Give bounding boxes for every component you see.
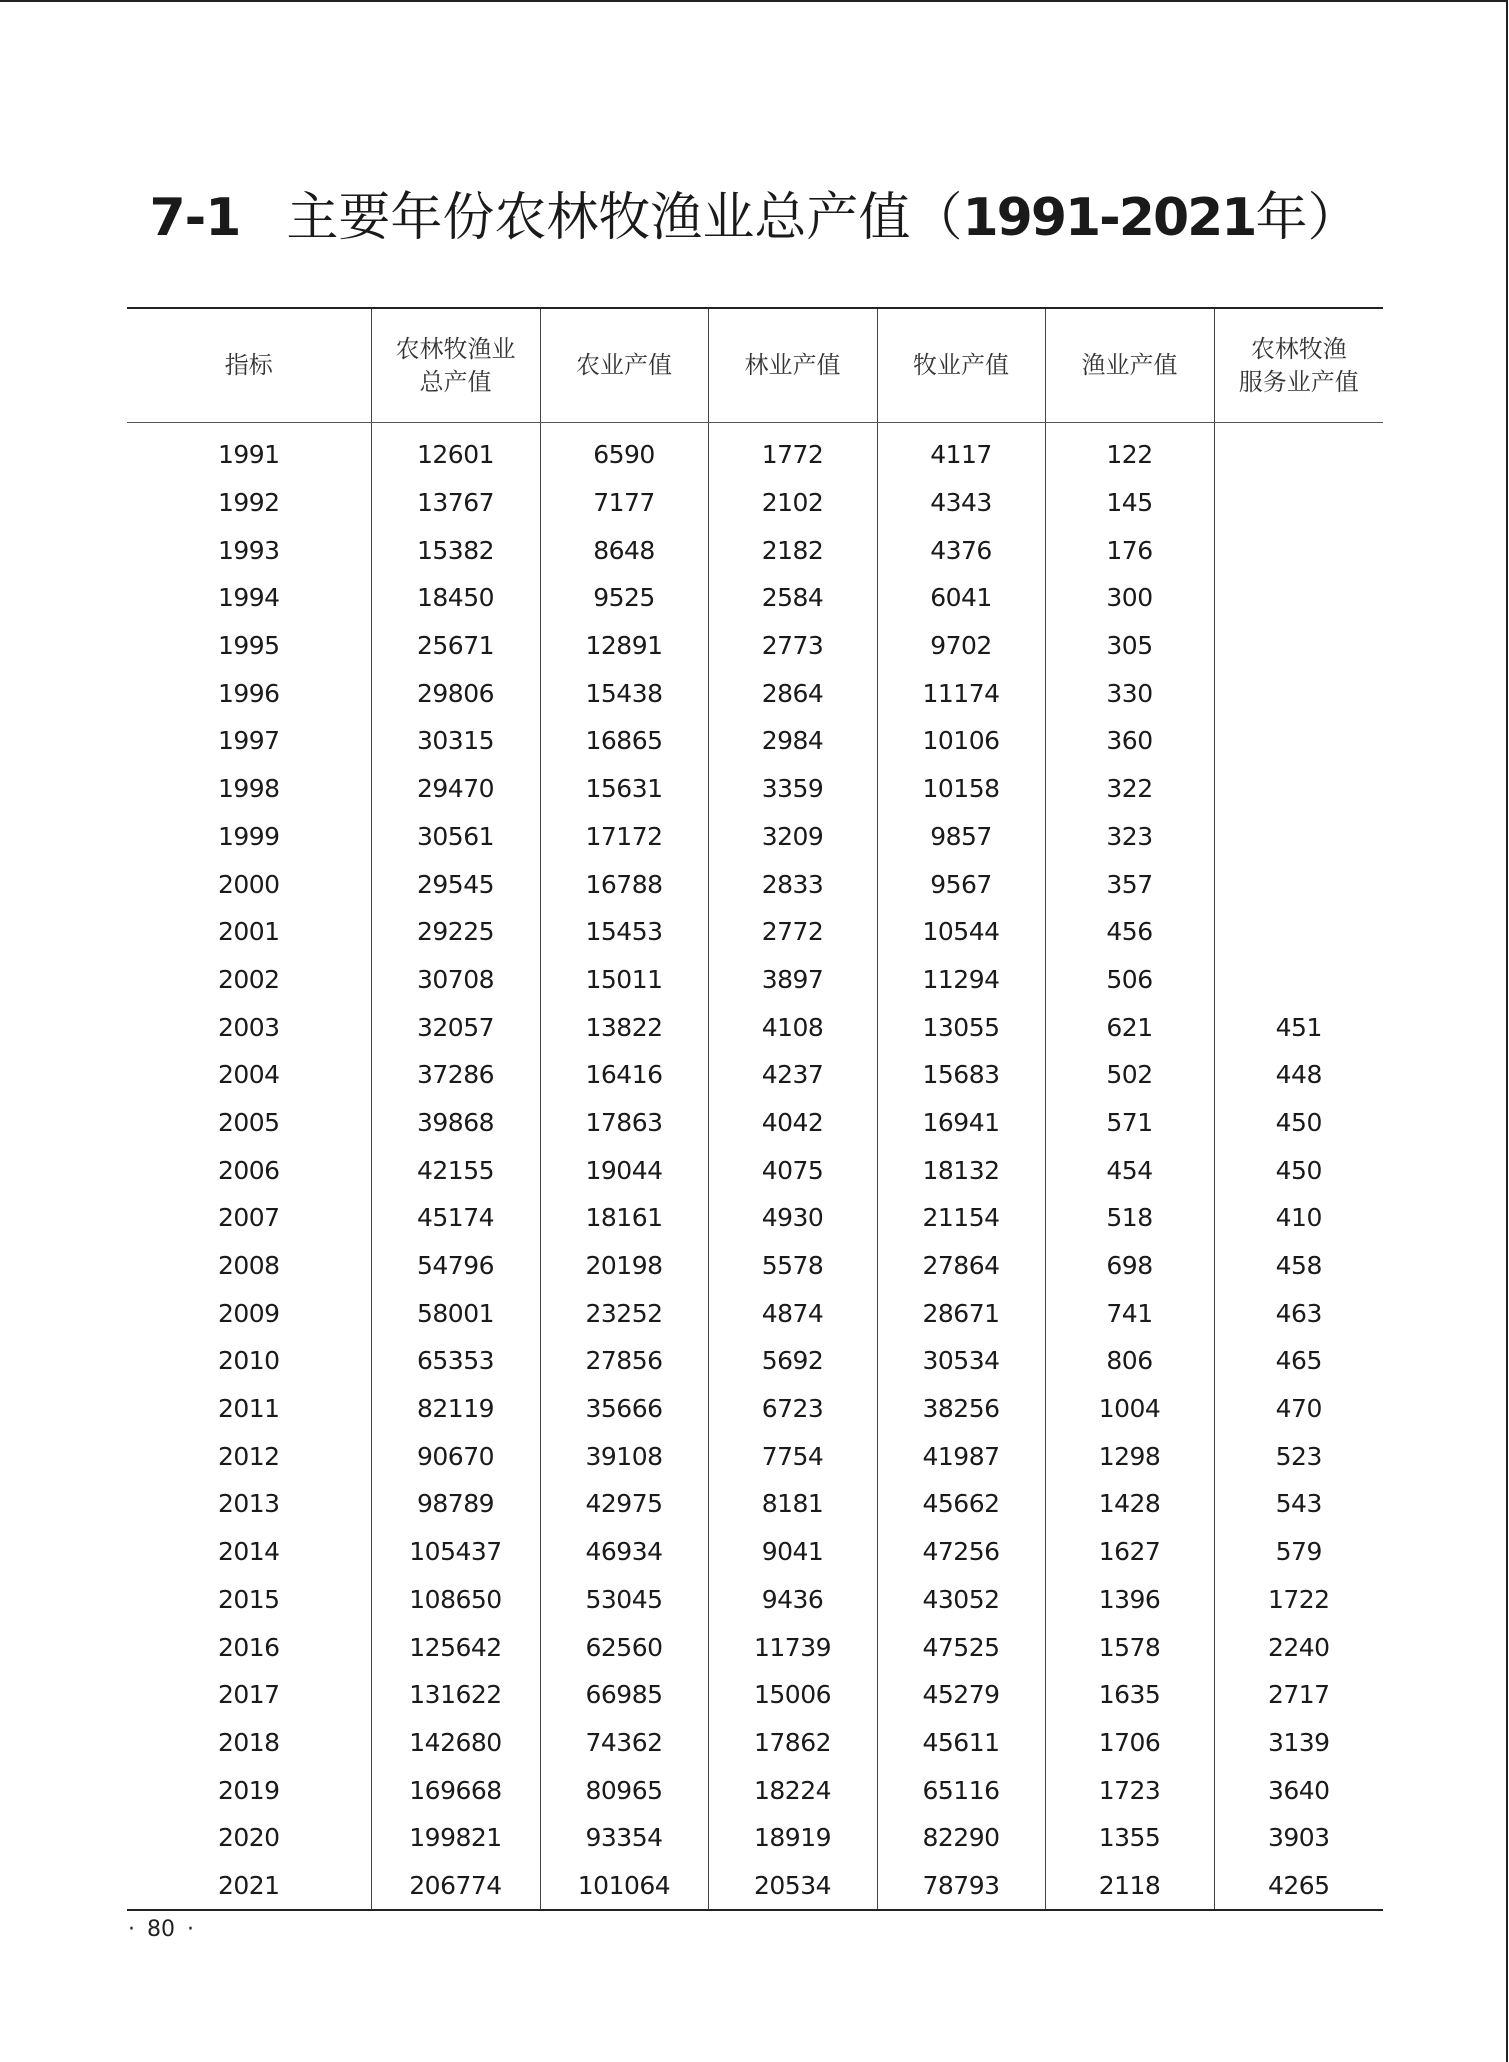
value-cell: 45174 xyxy=(371,1194,540,1242)
value-cell: 30534 xyxy=(877,1337,1045,1385)
table-row xyxy=(127,1480,1383,1528)
year-cell: 2001 xyxy=(217,917,280,947)
year-cell: 1996 xyxy=(217,678,280,708)
value-cell: 2118 xyxy=(1045,1862,1214,1911)
value-cell: 7754 xyxy=(708,1432,877,1480)
value-cell: 47525 xyxy=(877,1623,1045,1671)
value-cell: 2717 xyxy=(1214,1671,1383,1719)
value-cell: 506 xyxy=(1045,956,1214,1004)
value-cell: 806 xyxy=(1045,1337,1214,1385)
value-cell: 1722 xyxy=(1214,1576,1383,1624)
value-cell: 470 xyxy=(1214,1385,1383,1433)
page-title xyxy=(0,175,1509,250)
table-header xyxy=(127,308,1383,423)
value-cell: 451 xyxy=(1214,1003,1383,1051)
value-cell: 20534 xyxy=(708,1862,877,1911)
value-cell: 4117 xyxy=(877,423,1045,479)
table-row xyxy=(127,479,1383,527)
value-cell: 30561 xyxy=(371,813,540,861)
value-cell: 39108 xyxy=(540,1432,708,1480)
value-cell: 28671 xyxy=(877,1289,1045,1337)
value-cell: 25671 xyxy=(371,622,540,670)
value-cell: 330 xyxy=(1045,669,1214,717)
value-cell: 4930 xyxy=(708,1194,877,1242)
year-cell: 2011 xyxy=(217,1394,280,1424)
table-row xyxy=(127,1099,1383,1147)
year-cell: 1998 xyxy=(217,774,280,804)
value-cell: 3359 xyxy=(708,765,877,813)
value-cell: 66985 xyxy=(540,1671,708,1719)
table-row xyxy=(127,1194,1383,1242)
value-cell: 35666 xyxy=(540,1385,708,1433)
value-cell: 17862 xyxy=(708,1719,877,1767)
year-cell: 1999 xyxy=(217,821,280,851)
year-cell: 2006 xyxy=(217,1155,280,1185)
value-cell: 18132 xyxy=(877,1146,1045,1194)
year-cell: 2017 xyxy=(217,1680,280,1710)
value-cell: 169668 xyxy=(371,1766,540,1814)
value-cell: 17172 xyxy=(540,813,708,861)
value-cell: 15011 xyxy=(540,956,708,1004)
column-header: 农林牧渔业 总产值 xyxy=(371,308,540,423)
value-cell: 27856 xyxy=(540,1337,708,1385)
table-row xyxy=(127,1766,1383,1814)
value-cell: 29806 xyxy=(371,669,540,717)
value-cell: 2833 xyxy=(708,860,877,908)
value-cell: 39868 xyxy=(371,1099,540,1147)
value-cell: 30315 xyxy=(371,717,540,765)
value-cell: 454 xyxy=(1045,1146,1214,1194)
value-cell: 30708 xyxy=(371,956,540,1004)
value-cell: 98789 xyxy=(371,1480,540,1528)
value-cell: 8648 xyxy=(540,526,708,574)
value-cell: 463 xyxy=(1214,1289,1383,1337)
table-row xyxy=(127,1385,1383,1433)
value-cell: 93354 xyxy=(540,1814,708,1862)
value-cell: 122 xyxy=(1045,423,1214,479)
value-cell: 27864 xyxy=(877,1242,1045,1290)
value-cell: 43052 xyxy=(877,1576,1045,1624)
year-cell: 1995 xyxy=(217,631,280,661)
value-cell: 518 xyxy=(1045,1194,1214,1242)
value-cell: 2864 xyxy=(708,669,877,717)
value-cell: 82290 xyxy=(877,1814,1045,1862)
value-cell: 108650 xyxy=(371,1576,540,1624)
year-cell: 2003 xyxy=(217,1012,280,1042)
value-cell: 18224 xyxy=(708,1766,877,1814)
value-cell: 450 xyxy=(1214,1146,1383,1194)
value-cell: 323 xyxy=(1045,813,1214,861)
value-cell: 16941 xyxy=(877,1099,1045,1147)
value-cell: 19044 xyxy=(540,1146,708,1194)
table-row xyxy=(127,860,1383,908)
value-cell: 206774 xyxy=(371,1862,540,1911)
value-cell: 10544 xyxy=(877,908,1045,956)
value-cell: 16865 xyxy=(540,717,708,765)
column-header: 农林牧渔 服务业产值 xyxy=(1214,308,1383,423)
value-cell: 2984 xyxy=(708,717,877,765)
value-cell: 7177 xyxy=(540,479,708,527)
value-cell: 5578 xyxy=(708,1242,877,1290)
table-row xyxy=(127,1528,1383,1576)
value-cell: 3209 xyxy=(708,813,877,861)
value-cell: 38256 xyxy=(877,1385,1045,1433)
value-cell: 1355 xyxy=(1045,1814,1214,1862)
value-cell: 29470 xyxy=(371,765,540,813)
year-cell: 2020 xyxy=(217,1823,280,1853)
value-cell: 125642 xyxy=(371,1623,540,1671)
value-cell: 322 xyxy=(1045,765,1214,813)
value-cell: 4874 xyxy=(708,1289,877,1337)
value-cell: 58001 xyxy=(371,1289,540,1337)
year-cell: 1997 xyxy=(217,726,280,756)
year-cell: 2007 xyxy=(217,1203,280,1233)
value-cell: 1635 xyxy=(1045,1671,1214,1719)
value-cell: 2772 xyxy=(708,908,877,956)
value-cell: 62560 xyxy=(540,1623,708,1671)
value-cell xyxy=(1214,574,1383,622)
title-year-suffix: 年） xyxy=(1255,188,1360,248)
value-cell: 45662 xyxy=(877,1480,1045,1528)
value-cell: 621 xyxy=(1045,1003,1214,1051)
value-cell: 4376 xyxy=(877,526,1045,574)
value-cell: 410 xyxy=(1214,1194,1383,1242)
value-cell: 78793 xyxy=(877,1862,1045,1911)
value-cell: 448 xyxy=(1214,1051,1383,1099)
value-cell: 458 xyxy=(1214,1242,1383,1290)
value-cell: 41987 xyxy=(877,1432,1045,1480)
value-cell: 3897 xyxy=(708,956,877,1004)
value-cell: 2584 xyxy=(708,574,877,622)
value-cell: 145 xyxy=(1045,479,1214,527)
value-cell: 6590 xyxy=(540,423,708,479)
value-cell: 456 xyxy=(1045,908,1214,956)
value-cell: 9702 xyxy=(877,622,1045,670)
value-cell: 82119 xyxy=(371,1385,540,1433)
table-row xyxy=(127,813,1383,861)
value-cell: 2182 xyxy=(708,526,877,574)
value-cell: 6723 xyxy=(708,1385,877,1433)
value-cell: 8181 xyxy=(708,1480,877,1528)
year-cell: 2016 xyxy=(217,1632,280,1662)
value-cell: 450 xyxy=(1214,1099,1383,1147)
value-cell: 1004 xyxy=(1045,1385,1214,1433)
year-cell: 1992 xyxy=(217,488,280,518)
year-cell: 1994 xyxy=(217,583,280,613)
value-cell: 2240 xyxy=(1214,1623,1383,1671)
value-cell: 1772 xyxy=(708,423,877,479)
value-cell: 1723 xyxy=(1045,1766,1214,1814)
value-cell: 176 xyxy=(1045,526,1214,574)
value-cell xyxy=(1214,908,1383,956)
column-header: 指标 xyxy=(127,308,371,423)
table-row xyxy=(127,423,1383,479)
value-cell: 53045 xyxy=(540,1576,708,1624)
value-cell: 16416 xyxy=(540,1051,708,1099)
table-row xyxy=(127,717,1383,765)
year-cell: 2000 xyxy=(217,869,280,899)
value-cell: 5692 xyxy=(708,1337,877,1385)
value-cell: 9567 xyxy=(877,860,1045,908)
value-cell: 3640 xyxy=(1214,1766,1383,1814)
value-cell: 29225 xyxy=(371,908,540,956)
title-years: 1991-2021 xyxy=(962,188,1256,248)
value-cell: 37286 xyxy=(371,1051,540,1099)
value-cell: 9436 xyxy=(708,1576,877,1624)
value-cell: 13055 xyxy=(877,1003,1045,1051)
year-cell: 2015 xyxy=(217,1584,280,1614)
value-cell: 101064 xyxy=(540,1862,708,1911)
value-cell: 15438 xyxy=(540,669,708,717)
year-cell: 2014 xyxy=(217,1537,280,1567)
value-cell xyxy=(1214,669,1383,717)
value-cell: 360 xyxy=(1045,717,1214,765)
value-cell: 42975 xyxy=(540,1480,708,1528)
value-cell xyxy=(1214,956,1383,1004)
value-cell: 11294 xyxy=(877,956,1045,1004)
value-cell: 20198 xyxy=(540,1242,708,1290)
year-cell: 2009 xyxy=(217,1298,280,1328)
table-row xyxy=(127,1242,1383,1290)
value-cell: 80965 xyxy=(540,1766,708,1814)
value-cell: 11174 xyxy=(877,669,1045,717)
page-number xyxy=(128,1917,206,1942)
value-cell: 15006 xyxy=(708,1671,877,1719)
table-row xyxy=(127,1814,1383,1862)
value-cell: 11739 xyxy=(708,1623,877,1671)
value-cell: 502 xyxy=(1045,1051,1214,1099)
year-cell: 2004 xyxy=(217,1060,280,1090)
table-row xyxy=(127,1576,1383,1624)
value-cell: 3139 xyxy=(1214,1719,1383,1767)
value-cell: 15453 xyxy=(540,908,708,956)
value-cell xyxy=(1214,622,1383,670)
value-cell: 465 xyxy=(1214,1337,1383,1385)
value-cell: 698 xyxy=(1045,1242,1214,1290)
value-cell: 131622 xyxy=(371,1671,540,1719)
table-number: 7-1 xyxy=(149,188,241,248)
value-cell: 65353 xyxy=(371,1337,540,1385)
table-row xyxy=(127,1051,1383,1099)
value-cell: 21154 xyxy=(877,1194,1045,1242)
year-cell: 2021 xyxy=(127,1862,371,1911)
value-cell: 199821 xyxy=(371,1814,540,1862)
value-cell xyxy=(1214,813,1383,861)
value-cell: 305 xyxy=(1045,622,1214,670)
value-cell: 1428 xyxy=(1045,1480,1214,1528)
table-row xyxy=(127,1719,1383,1767)
table-row xyxy=(127,1289,1383,1337)
table-row xyxy=(127,526,1383,574)
table-row xyxy=(127,1623,1383,1671)
output-value-table xyxy=(127,307,1383,1911)
page-number-dot-right: · xyxy=(187,1917,194,1942)
value-cell: 357 xyxy=(1045,860,1214,908)
column-header: 渔业产值 xyxy=(1045,308,1214,423)
value-cell: 4265 xyxy=(1214,1862,1383,1911)
value-cell: 4075 xyxy=(708,1146,877,1194)
table-row xyxy=(127,956,1383,1004)
value-cell: 1627 xyxy=(1045,1528,1214,1576)
value-cell: 1706 xyxy=(1045,1719,1214,1767)
title-open-paren: （ xyxy=(910,188,963,248)
value-cell: 12601 xyxy=(371,423,540,479)
value-cell xyxy=(1214,479,1383,527)
value-cell xyxy=(1214,717,1383,765)
value-cell: 142680 xyxy=(371,1719,540,1767)
table-row xyxy=(127,1432,1383,1480)
value-cell: 45279 xyxy=(877,1671,1045,1719)
value-cell: 13822 xyxy=(540,1003,708,1051)
value-cell: 9857 xyxy=(877,813,1045,861)
value-cell: 13767 xyxy=(371,479,540,527)
year-cell: 2010 xyxy=(217,1346,280,1376)
title-text: 主要年份农林牧渔业总产值 xyxy=(286,188,911,248)
header-row xyxy=(127,308,1383,423)
year-cell: 2008 xyxy=(217,1251,280,1281)
table-body xyxy=(127,423,1383,1911)
value-cell: 17863 xyxy=(540,1099,708,1147)
table-row xyxy=(127,622,1383,670)
value-cell: 10158 xyxy=(877,765,1045,813)
year-cell: 2019 xyxy=(217,1775,280,1805)
value-cell: 4343 xyxy=(877,479,1045,527)
value-cell xyxy=(1214,526,1383,574)
column-header: 农业产值 xyxy=(540,308,708,423)
table-row xyxy=(127,1862,1383,1911)
value-cell: 10106 xyxy=(877,717,1045,765)
value-cell: 4237 xyxy=(708,1051,877,1099)
value-cell xyxy=(1214,765,1383,813)
year-cell: 1993 xyxy=(217,535,280,565)
table-row xyxy=(127,1146,1383,1194)
value-cell: 4042 xyxy=(708,1099,877,1147)
page-number-value: 80 xyxy=(147,1917,175,1942)
year-cell: 2002 xyxy=(217,964,280,994)
value-cell: 23252 xyxy=(540,1289,708,1337)
year-cell: 2018 xyxy=(217,1727,280,1757)
column-header: 牧业产值 xyxy=(877,308,1045,423)
value-cell: 74362 xyxy=(540,1719,708,1767)
value-cell: 1578 xyxy=(1045,1623,1214,1671)
value-cell xyxy=(1214,423,1383,479)
value-cell: 571 xyxy=(1045,1099,1214,1147)
value-cell: 9041 xyxy=(708,1528,877,1576)
value-cell: 65116 xyxy=(877,1766,1045,1814)
value-cell: 1298 xyxy=(1045,1432,1214,1480)
value-cell: 9525 xyxy=(540,574,708,622)
value-cell: 1396 xyxy=(1045,1576,1214,1624)
value-cell: 3903 xyxy=(1214,1814,1383,1862)
value-cell: 32057 xyxy=(371,1003,540,1051)
value-cell: 18161 xyxy=(540,1194,708,1242)
year-cell: 2012 xyxy=(217,1441,280,1471)
year-cell: 1991 xyxy=(217,440,280,470)
value-cell: 29545 xyxy=(371,860,540,908)
value-cell: 105437 xyxy=(371,1528,540,1576)
value-cell xyxy=(1214,860,1383,908)
year-cell: 2013 xyxy=(217,1489,280,1519)
table-row xyxy=(127,1337,1383,1385)
value-cell: 47256 xyxy=(877,1528,1045,1576)
table-row xyxy=(127,574,1383,622)
value-cell: 15631 xyxy=(540,765,708,813)
value-cell: 300 xyxy=(1045,574,1214,622)
value-cell: 12891 xyxy=(540,622,708,670)
value-cell: 543 xyxy=(1214,1480,1383,1528)
year-cell: 2005 xyxy=(217,1107,280,1137)
value-cell: 42155 xyxy=(371,1146,540,1194)
value-cell: 18919 xyxy=(708,1814,877,1862)
value-cell: 741 xyxy=(1045,1289,1214,1337)
column-header: 林业产值 xyxy=(708,308,877,423)
value-cell: 16788 xyxy=(540,860,708,908)
value-cell: 45611 xyxy=(877,1719,1045,1767)
value-cell: 6041 xyxy=(877,574,1045,622)
value-cell: 2773 xyxy=(708,622,877,670)
page-number-dot-left: · xyxy=(128,1917,135,1942)
value-cell: 54796 xyxy=(371,1242,540,1290)
table-row xyxy=(127,765,1383,813)
value-cell: 579 xyxy=(1214,1528,1383,1576)
table-row xyxy=(127,908,1383,956)
value-cell: 18450 xyxy=(371,574,540,622)
value-cell: 2102 xyxy=(708,479,877,527)
table-row xyxy=(127,669,1383,717)
value-cell: 15382 xyxy=(371,526,540,574)
value-cell: 46934 xyxy=(540,1528,708,1576)
value-cell: 90670 xyxy=(371,1432,540,1480)
table-row xyxy=(127,1003,1383,1051)
table-row xyxy=(127,1671,1383,1719)
value-cell: 4108 xyxy=(708,1003,877,1051)
value-cell: 15683 xyxy=(877,1051,1045,1099)
value-cell: 523 xyxy=(1214,1432,1383,1480)
